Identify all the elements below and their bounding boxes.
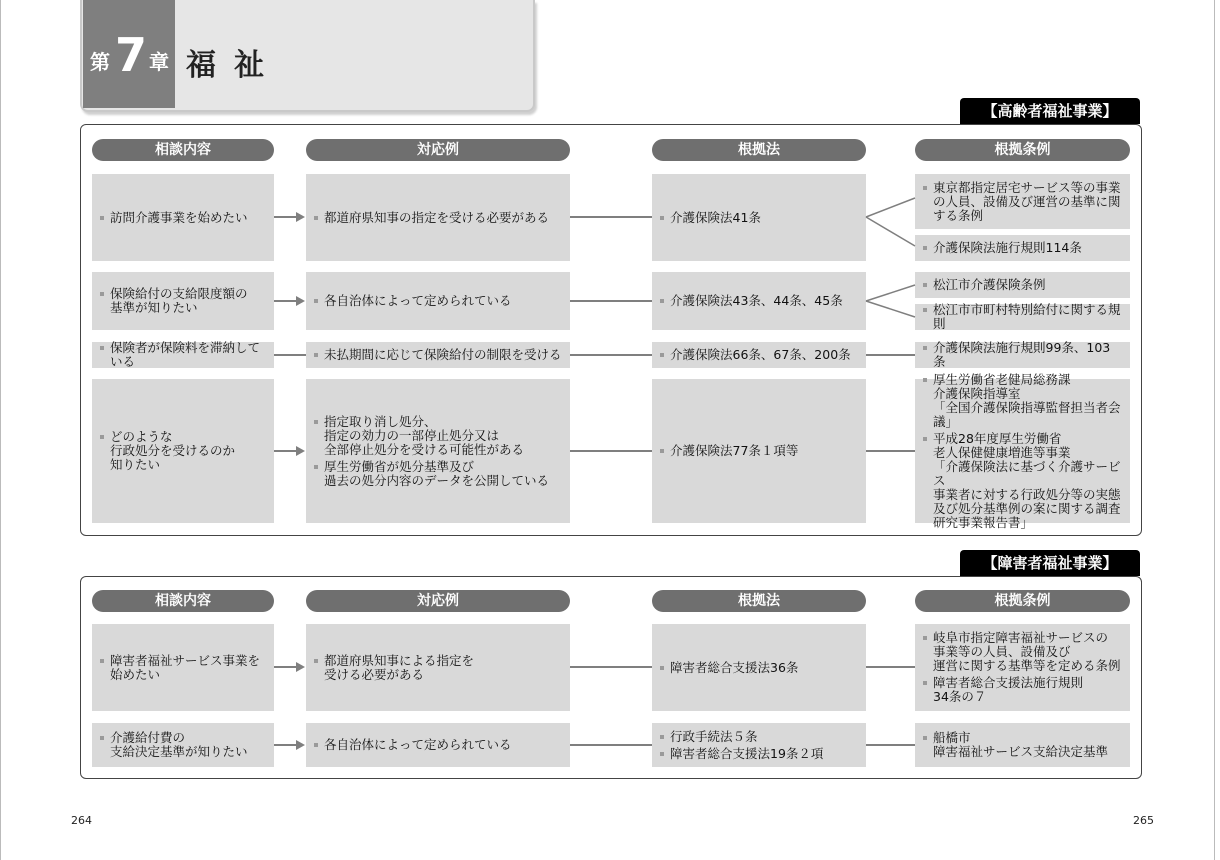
ordinance-cell [915,723,1130,767]
law-cell [652,342,866,368]
response-text: 各自治体によって定められている [314,294,562,308]
branch-connector [866,284,916,318]
ordinance-text: 介護保険法施行規則114条 [923,241,1122,255]
arrow-line [274,216,296,218]
consult-cell [92,174,274,261]
column-header-response: 対応例 [306,590,570,612]
arrow-line [274,744,296,746]
law-text: 介護保険法41条 [660,211,858,225]
response-text: 未払期間に応じて保険給付の制限を受ける [314,348,562,362]
consult-cell [92,379,274,523]
response-cell [306,174,570,261]
ordinance-cell [915,342,1130,368]
consult-cell [92,272,274,330]
connector-line [866,354,915,356]
law-text: 障害者総合支援法19条２項 [660,747,858,761]
connector-line [866,744,915,746]
connector-line [570,450,652,452]
ordinance-cell [915,371,1130,530]
ordinance-text: 岐阜市指定障害福祉サービスの 事業等の人員、設備及び 運営に関する基準等を定める条例 [923,631,1122,673]
chapter-number-block [83,0,175,108]
page-edge-right [1214,0,1215,860]
law-cell [652,272,866,330]
chapter-suffix: 章 [149,50,169,74]
law-cell [652,174,866,261]
ordinance-text: 松江市市町村特別給付に関する規則 [923,303,1122,331]
law-cell [652,723,866,767]
page-edge-left [0,0,1,860]
consult-cell [92,624,274,711]
ordinance-cell [915,624,1130,711]
response-cell [306,723,570,767]
law-text: 介護保険法77条１項等 [660,444,858,458]
arrow-right-icon [296,296,305,306]
arrow-line [274,300,296,302]
response-text: 厚生労働省が処分基準及び 過去の処分内容のデータを公開している [314,460,562,488]
column-header-response: 対応例 [306,139,570,161]
connector-line [570,300,652,302]
response-cell [306,272,570,330]
connector-line [866,450,915,452]
response-text: 都道府県知事の指定を受ける必要がある [314,211,562,225]
ordinance-cell [915,272,1130,298]
page-number-left: 264 [71,814,92,827]
connector-line [570,354,652,356]
response-cell [306,379,570,523]
ordinance-text: 船橋市 障害福祉サービス支給決定基準 [923,731,1122,759]
ordinance-cell [915,235,1130,261]
connector-line [274,354,306,356]
consult-cell [92,723,274,767]
response-text: 指定取り消し処分、 指定の効力の一部停止処分又は 全部停止処分を受ける可能性がある [314,415,562,457]
ordinance-cell [915,174,1130,229]
arrow-right-icon [296,212,305,222]
connector-line [570,744,652,746]
section-tab-elderly: 【高齢者福祉事業】 [960,98,1140,124]
ordinance-text: 松江市介護保険条例 [923,278,1122,292]
branch-connector [866,196,916,246]
response-text: 都道府県知事による指定を 受ける必要がある [314,654,562,682]
consult-text: 訪問介護事業を始めたい [100,211,266,225]
page-number-right: 265 [1133,814,1154,827]
law-text: 行政手続法５条 [660,730,858,744]
chapter-title: 福祉 [186,48,282,83]
consult-text: どのような 行政処分を受けるのか 知りたい [100,430,266,472]
law-text: 介護保険法66条、67条、200条 [660,348,858,362]
chapter-number: 7 [115,28,148,82]
ordinance-text: 東京都指定居宅サービス等の事業 の人員、設備及び運営の基準に関 する条例 [923,181,1122,223]
law-cell [652,624,866,711]
response-text: 各自治体によって定められている [314,738,562,752]
column-header-ordinance: 根拠条例 [915,139,1130,161]
column-header-consult: 相談内容 [92,139,274,161]
chapter-prefix: 第 [90,50,110,74]
column-header-ordinance: 根拠条例 [915,590,1130,612]
arrow-line [274,666,296,668]
response-cell [306,624,570,711]
arrow-right-icon [296,662,305,672]
ordinance-text: 介護保険法施行規則99条、103条 [923,341,1122,369]
connector-line [570,666,652,668]
consult-text: 介護給付費の 支給決定基準が知りたい [100,731,266,759]
ordinance-text: 障害者総合支援法施行規則 34条の７ [923,676,1122,704]
connector-line [570,216,652,218]
law-text: 介護保険法43条、44条、45条 [660,294,858,308]
consult-text: 保険者が保険料を滞納している [100,341,266,369]
connector-line [866,666,915,668]
law-text: 障害者総合支援法36条 [660,661,858,675]
law-cell [652,379,866,523]
response-cell [306,342,570,368]
ordinance-text: 厚生労働省老健局総務課 介護保険指導室 「全国介護保険指導監督担当者会議」 [923,373,1122,429]
ordinance-cell [915,304,1130,330]
column-header-law: 根拠法 [652,590,866,612]
consult-text: 保険給付の支給限度額の 基準が知りたい [100,287,266,315]
consult-text: 障害者福祉サービス事業を 始めたい [100,654,266,682]
column-header-consult: 相談内容 [92,590,274,612]
arrow-line [274,450,296,452]
arrow-right-icon [296,740,305,750]
column-header-law: 根拠法 [652,139,866,161]
ordinance-text: 平成28年度厚生労働省 老人保健健康増進等事業 「介護保険法に基づく介護サービス 事業者に対する行政処分等の実態 及び処分基準例の案に関する調査 研究事業報告書」 [923,432,1122,530]
consult-cell [92,342,274,368]
section-tab-disability: 【障害者福祉事業】 [960,550,1140,576]
arrow-right-icon [296,446,305,456]
